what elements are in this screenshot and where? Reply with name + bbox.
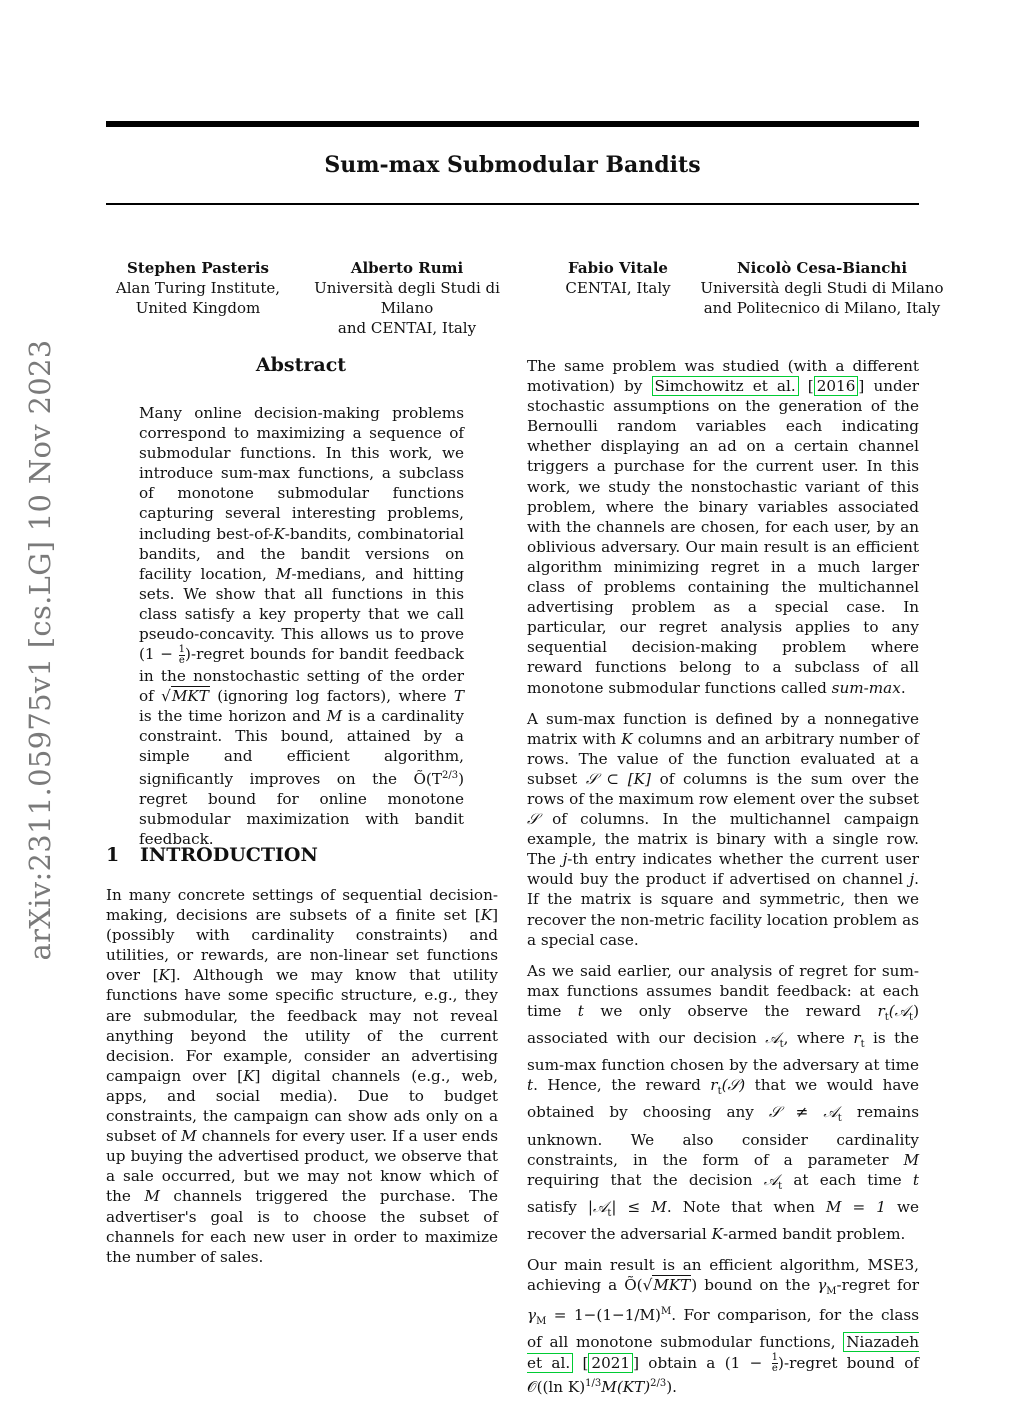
- text-run: j: [909, 870, 915, 889]
- text-run: 2/3: [650, 1378, 667, 1390]
- text-run: -regret for: [836, 1276, 919, 1295]
- text-run: is a cardinality constraint. This bound, attained by a simple and efficient algorithm, significantly improves on the: [139, 706, 465, 789]
- text-run: MKT: [171, 686, 209, 705]
- text-run: Õ(: [624, 1276, 643, 1295]
- author-affiliation: United Kingdom: [135, 299, 261, 317]
- text-run: 1/3: [585, 1378, 602, 1390]
- text-run: -th entry indicates whether the current user would buy the product if advertised on channel: [527, 850, 919, 889]
- text-run: (ignoring log factors), where: [209, 686, 454, 705]
- text-run: Many online decision-making problems correspond to maximizing a sequence of submodular functions. In this work, we introduce sum-max functions, a subclass of monotone submodular functions capturing several interesting problems, including best-of-: [139, 404, 464, 543]
- text-run: e: [178, 654, 185, 666]
- text-run: ] (possibly with cardinality constraints) and utilities, or rewards, are non-linear set functions over [: [106, 906, 498, 985]
- text-run: -regret bounds for bandit feedback in the nonstochastic setting of the order of: [139, 645, 465, 705]
- text-run: t: [884, 1011, 889, 1023]
- text-run: t: [909, 1011, 914, 1023]
- text-run: r: [853, 1029, 861, 1048]
- author-affiliation: Alan Turing Institute,: [115, 279, 281, 297]
- author-name: Alberto Rumi: [350, 259, 464, 277]
- author-1: [106, 258, 290, 318]
- text-run: 𝒜: [763, 1170, 779, 1189]
- text-run: t: [717, 1086, 722, 1098]
- text-run: 𝒜: [765, 1029, 780, 1048]
- text-run: -medians, and hitting sets. We show that all functions in this class satisfy a key property that we call pseudo-concavity. This allows us to prove: [139, 564, 464, 644]
- text-run: , where: [783, 1029, 854, 1048]
- text-run: we recover the adversarial: [527, 1197, 919, 1243]
- citation-link[interactable]: Niazadeh et al.: [527, 1333, 919, 1372]
- text-run: M(KT): [601, 1378, 651, 1397]
- text-run: M: [181, 1127, 197, 1146]
- text-run: . Note that when: [666, 1197, 826, 1216]
- text-run: associated with our decision: [527, 1029, 766, 1048]
- text-run: M: [826, 1286, 837, 1298]
- text-run: is the sum-max function chosen by the adversary at time: [527, 1029, 919, 1075]
- text-run: .: [900, 678, 906, 697]
- text-run: of columns. In the multichannel campaign example, the matrix is binary with a single row. The: [527, 810, 919, 869]
- section-heading: [106, 844, 318, 866]
- text-run: 1: [178, 643, 185, 655]
- text-run: at each time: [782, 1170, 913, 1189]
- text-run: ] under stochastic assumptions on the generation of the Bernoulli random variables each indicating whether displaying an ad on a certain channel triggers a purchase for the current user. In this work, we study the nonstochastic variant of this problem, where the binary variables associated with the channels are chosen, for each user, by an oblivious adversary. Our main result is an efficient algorithm minimizing regret in a much larger class of problems containing the multichannel advertising problem as a special case. In particular, our regret analysis applies to any sequential decision-making problem where reward functions belong to a subclass of all monotone submodular functions called: [527, 377, 919, 697]
- title-rule: [106, 203, 919, 205]
- text-run: bound on the: [697, 1276, 818, 1295]
- intro-paragraph: [527, 1255, 919, 1397]
- text-run: sum-max: [831, 678, 901, 697]
- text-run: regret bound for online monotone submodular maximization with bandit feedback.: [139, 790, 464, 849]
- text-run: . Hence, the reward: [533, 1076, 711, 1095]
- text-run: t: [912, 1170, 919, 1189]
- text-run: of columns is the sum over the rows of the maximum row element over the subset: [527, 769, 919, 808]
- text-run: . For comparison, for the class of all monotone submodular functions,: [527, 1306, 919, 1352]
- text-run: that we would have obtained by choosing any: [527, 1076, 919, 1122]
- text-run: K: [158, 966, 170, 985]
- text-run: In many concrete settings of sequential decision-making, decisions are subsets of a finite set [: [106, 886, 498, 925]
- text-run: t: [607, 1207, 612, 1219]
- intro-paragraph: [527, 356, 919, 698]
- text-run: √: [642, 1276, 653, 1295]
- text-run: (1 −: [139, 645, 179, 664]
- text-run: ): [458, 770, 464, 789]
- text-run: r: [710, 1076, 718, 1095]
- text-run: (𝒜: [888, 1001, 910, 1020]
- text-run: remains unknown. We also consider cardinality constraints, in the form of a parameter: [527, 1103, 919, 1169]
- section-number: 1: [106, 844, 120, 866]
- text-run: ] digital channels (e.g., web, apps, and social media). Due to budget constraints, the campaign can show ads only on a subset of: [106, 1066, 498, 1146]
- text-run: M = 1: [825, 1197, 886, 1216]
- text-run: K: [243, 1066, 255, 1085]
- text-run: √: [161, 686, 171, 705]
- section-title: INTRODUCTION: [140, 844, 318, 866]
- citation-year-link[interactable]: 2021: [588, 1353, 633, 1373]
- text-run: 1: [771, 1352, 779, 1364]
- text-run: K: [621, 729, 633, 748]
- author-name: Nicolò Cesa-Bianchi: [736, 259, 908, 277]
- text-run: M: [903, 1150, 919, 1169]
- top-rule: [106, 121, 919, 127]
- author-affiliation: Università degli Studi di Milano: [314, 279, 500, 317]
- text-run: [: [573, 1353, 589, 1372]
- text-run: channels for every user. If a user ends up buying the advertised product, we observe that a sale occurred, but we may not know which of the: [106, 1127, 498, 1206]
- arxiv-identifier: arXiv:2311.05975v1 [cs.LG] 10 Nov 2023: [23, 339, 57, 961]
- text-run: r: [877, 1001, 885, 1020]
- text-run: ).: [666, 1378, 678, 1397]
- text-run: t: [778, 1180, 783, 1192]
- text-run: 𝒮: [527, 810, 539, 829]
- text-run: columns and an arbitrary number of rows. The value of the function evaluated at a subset: [527, 729, 920, 788]
- text-run: M: [326, 706, 343, 725]
- text-run: A sum-max function is defined by a nonnegative matrix with: [527, 709, 919, 748]
- text-run: -armed bandit problem.: [722, 1224, 906, 1243]
- text-run: 2/3: [441, 770, 459, 782]
- text-run: -bandits, combinatorial bandits, and the bandit versions on facility location,: [139, 524, 464, 583]
- text-run: | ≤ M: [611, 1197, 667, 1216]
- author-affiliation: and CENTAI, Italy: [337, 319, 477, 337]
- author-2: [286, 258, 528, 338]
- text-run: is the time horizon and: [139, 706, 327, 725]
- arxiv-sidebar: [18, 339, 62, 961]
- text-run: K: [273, 524, 285, 543]
- text-run: t: [837, 1113, 842, 1125]
- paper-title: Sum-max Submodular Bandits: [324, 152, 701, 178]
- text-run: = 1−(1−1/M): [546, 1306, 661, 1325]
- text-run: (𝒮): [721, 1076, 746, 1095]
- text-run: t: [779, 1039, 784, 1051]
- abstract-body: [139, 403, 464, 850]
- text-run: 𝒮 ⊂ [K]: [585, 769, 651, 788]
- text-run: M: [144, 1187, 160, 1206]
- text-run: t: [577, 1001, 584, 1020]
- text-run: ] obtain a: [633, 1353, 725, 1372]
- text-run: ): [778, 1353, 784, 1372]
- author-affiliation: CENTAI, Italy: [565, 279, 671, 297]
- text-run: |𝒜: [587, 1197, 608, 1216]
- text-run: t: [527, 1076, 534, 1095]
- text-run: K: [480, 906, 493, 925]
- text-run: M: [536, 1316, 547, 1328]
- intro-left-column: [106, 885, 498, 1267]
- abstract-heading: Abstract: [255, 354, 347, 376]
- text-run: ): [913, 1001, 919, 1020]
- author-affiliation: and Politecnico di Milano, Italy: [703, 299, 941, 317]
- text-run: M: [275, 564, 292, 583]
- text-run: 𝒪((ln K): [527, 1378, 586, 1397]
- text-run: [: [798, 377, 814, 396]
- text-run: channels triggered the purchase. The advertiser's goal is to choose the subset of channels for each new user in order to maximize the number of sales.: [106, 1187, 498, 1266]
- intro-paragraph: [527, 709, 919, 950]
- text-run: ): [185, 645, 191, 664]
- text-run: e: [771, 1363, 778, 1375]
- author-name: Fabio Vitale: [568, 259, 668, 277]
- text-run: . If the matrix is square and symmetric, then we recover the non-metric facility location problem as a special case.: [527, 870, 919, 949]
- intro-right-column: [527, 356, 919, 1408]
- author-4: [700, 258, 944, 318]
- text-run: we only observe the reward: [583, 1001, 878, 1020]
- text-run: ): [691, 1276, 698, 1295]
- text-run: ]. Although we may know that utility functions have some specific structure, e.g., they are submodular, the feedback may not reveal anything beyond the utility of the current decision. For example, consider an advertising campaign over [: [106, 966, 498, 1085]
- text-run: K: [711, 1224, 723, 1243]
- text-run: γ: [527, 1306, 537, 1325]
- text-run: MKT: [653, 1276, 691, 1295]
- text-run: The same problem was studied (with a different motivation) by: [527, 357, 919, 396]
- citation-link[interactable]: Simchowitz et al.: [652, 376, 799, 396]
- text-run: Our main result is an efficient algorithm, MSE3, achieving a: [527, 1256, 919, 1295]
- text-run: (1 −: [724, 1353, 772, 1372]
- text-run: T: [453, 686, 464, 705]
- text-run: As we said earlier, our analysis of regret for sum-max functions assumes bandit feedback: at each time: [527, 961, 919, 1020]
- citation-year-link[interactable]: 2016: [814, 376, 859, 396]
- text-run: -regret bound of: [783, 1353, 919, 1372]
- text-run: satisfy: [527, 1197, 588, 1216]
- author-affiliation: Università degli Studi di Milano: [700, 279, 944, 297]
- intro-paragraph: [106, 885, 498, 1267]
- text-run: Õ(T: [413, 770, 442, 789]
- abstract-paragraph: [139, 403, 464, 850]
- author-3: [548, 258, 688, 298]
- text-run: 𝒮 ≠ 𝒜: [768, 1103, 838, 1122]
- text-run: j: [562, 850, 568, 869]
- text-run: M: [660, 1306, 672, 1318]
- intro-paragraph: [527, 961, 919, 1244]
- author-name: Stephen Pasteris: [127, 259, 269, 277]
- text-run: γ: [817, 1276, 827, 1295]
- text-run: t: [860, 1039, 865, 1051]
- text-run: requiring that the decision: [527, 1170, 764, 1189]
